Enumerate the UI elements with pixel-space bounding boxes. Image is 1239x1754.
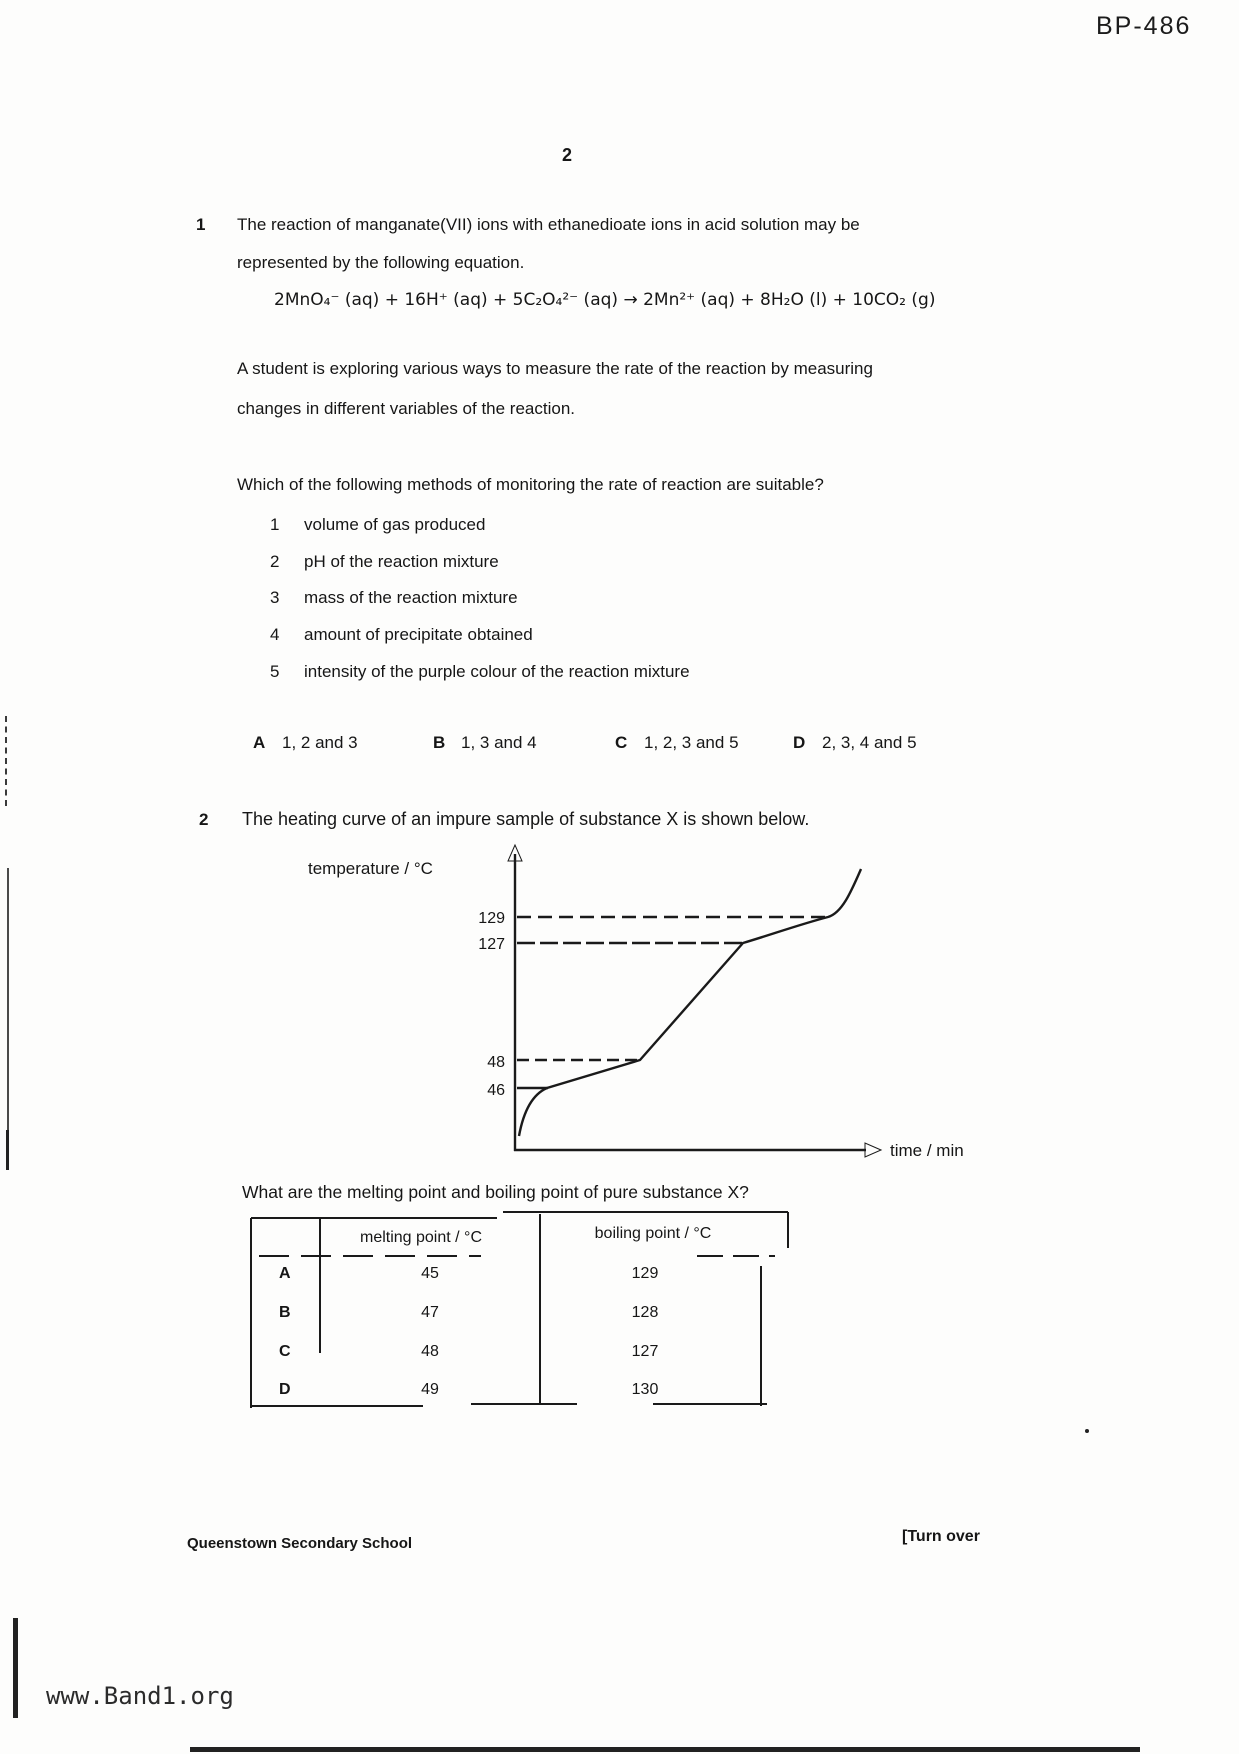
melting-value: 48 [421, 1343, 439, 1360]
page-number: 2 [562, 145, 573, 165]
row-label: A [279, 1265, 291, 1282]
scan-artifact-thin-line [7, 868, 9, 1136]
col-header-boiling: boiling point / °C [594, 1225, 712, 1242]
tick-label-129: 129 [478, 910, 505, 927]
scan-artifact-left-bar [13, 1618, 18, 1718]
scan-artifact-dashed-margin [5, 716, 7, 806]
scan-artifact-short-mark [6, 1130, 9, 1170]
row-label: B [279, 1304, 291, 1321]
x-axis-label: time / min [890, 1141, 964, 1160]
q1-item-num: 4 [270, 625, 280, 644]
tick-label-127: 127 [478, 936, 505, 953]
q1-item-text: intensity of the purple colour of the reaction mixture [304, 662, 690, 681]
row-label: C [279, 1343, 291, 1360]
q2-number: 2 [199, 810, 209, 829]
q1-option-text-a: 1, 2 and 3 [282, 733, 358, 752]
melting-value: 47 [421, 1304, 439, 1321]
melting-value: 45 [421, 1265, 439, 1282]
q1-item-text: mass of the reaction mixture [304, 588, 518, 607]
q1-option-letter-c: C [615, 733, 628, 752]
tick-label-48: 48 [487, 1054, 505, 1071]
q1-item-text: pH of the reaction mixture [304, 552, 499, 571]
q1-equation: 2MnO₄⁻ (aq) + 16H⁺ (aq) + 5C₂O₄²⁻ (aq) → 2Mn²⁺ (aq) + 8H₂O (l) + 10CO₂ (g) [274, 290, 936, 310]
q1-option-text-c: 1, 2, 3 and 5 [644, 733, 739, 752]
q1-item-num: 1 [270, 515, 280, 534]
q1-para-line1: A student is exploring various ways to measure the rate of the reaction by measuring [237, 359, 873, 378]
heating-curve-line [519, 869, 861, 1136]
q1-prompt: Which of the following methods of monitoring the rate of reaction are suitable? [237, 475, 824, 494]
answer-table [245, 1208, 805, 1420]
boiling-value: 129 [631, 1265, 659, 1282]
q2-question: What are the melting point and boiling point of pure substance X? [242, 1182, 749, 1202]
boiling-value: 130 [631, 1381, 659, 1398]
q2-intro: The heating curve of an impure sample of substance X is shown below. [242, 809, 810, 829]
q1-para-line2: changes in different variables of the reaction. [237, 399, 576, 418]
doc-code: BP-486 [1096, 12, 1192, 40]
watermark-url: www.Band1.org [46, 1682, 234, 1710]
q1-number: 1 [196, 215, 206, 234]
q1-option-text-d: 2, 3, 4 and 5 [822, 733, 917, 752]
col-header-melting: melting point / °C [359, 1229, 483, 1246]
melting-value: 49 [421, 1381, 439, 1398]
q1-intro-line1: The reaction of manganate(VII) ions with ethanedioate ions in acid solution may be [237, 215, 860, 234]
q1-item-text: volume of gas produced [304, 515, 486, 534]
y-axis-label: temperature / °C [308, 859, 433, 878]
scan-artifact-bottom-bar [190, 1747, 1140, 1752]
footer-school-name: Queenstown Secondary School [187, 1535, 413, 1552]
row-label: D [279, 1381, 291, 1398]
tick-label-46: 46 [487, 1082, 505, 1099]
q1-item-num: 3 [270, 588, 280, 607]
x-axis-arrow-icon [865, 1143, 881, 1157]
q1-item-num: 2 [270, 552, 280, 571]
q1-item-text: amount of precipitate obtained [304, 625, 533, 644]
boiling-value: 128 [631, 1304, 659, 1321]
scan-artifact-dot [1085, 1429, 1089, 1433]
q1-item-num: 5 [270, 662, 280, 681]
q1-option-text-b: 1, 3 and 4 [461, 733, 537, 752]
q1-option-letter-a: A [253, 733, 266, 752]
q1-intro-line2: represented by the following equation. [237, 253, 525, 272]
boiling-value: 127 [631, 1343, 659, 1360]
heating-curve-graph [300, 842, 1000, 1172]
footer-turn-over: [Turn over [902, 1528, 980, 1545]
q1-option-letter-b: B [433, 733, 446, 752]
q1-option-letter-d: D [793, 733, 806, 752]
